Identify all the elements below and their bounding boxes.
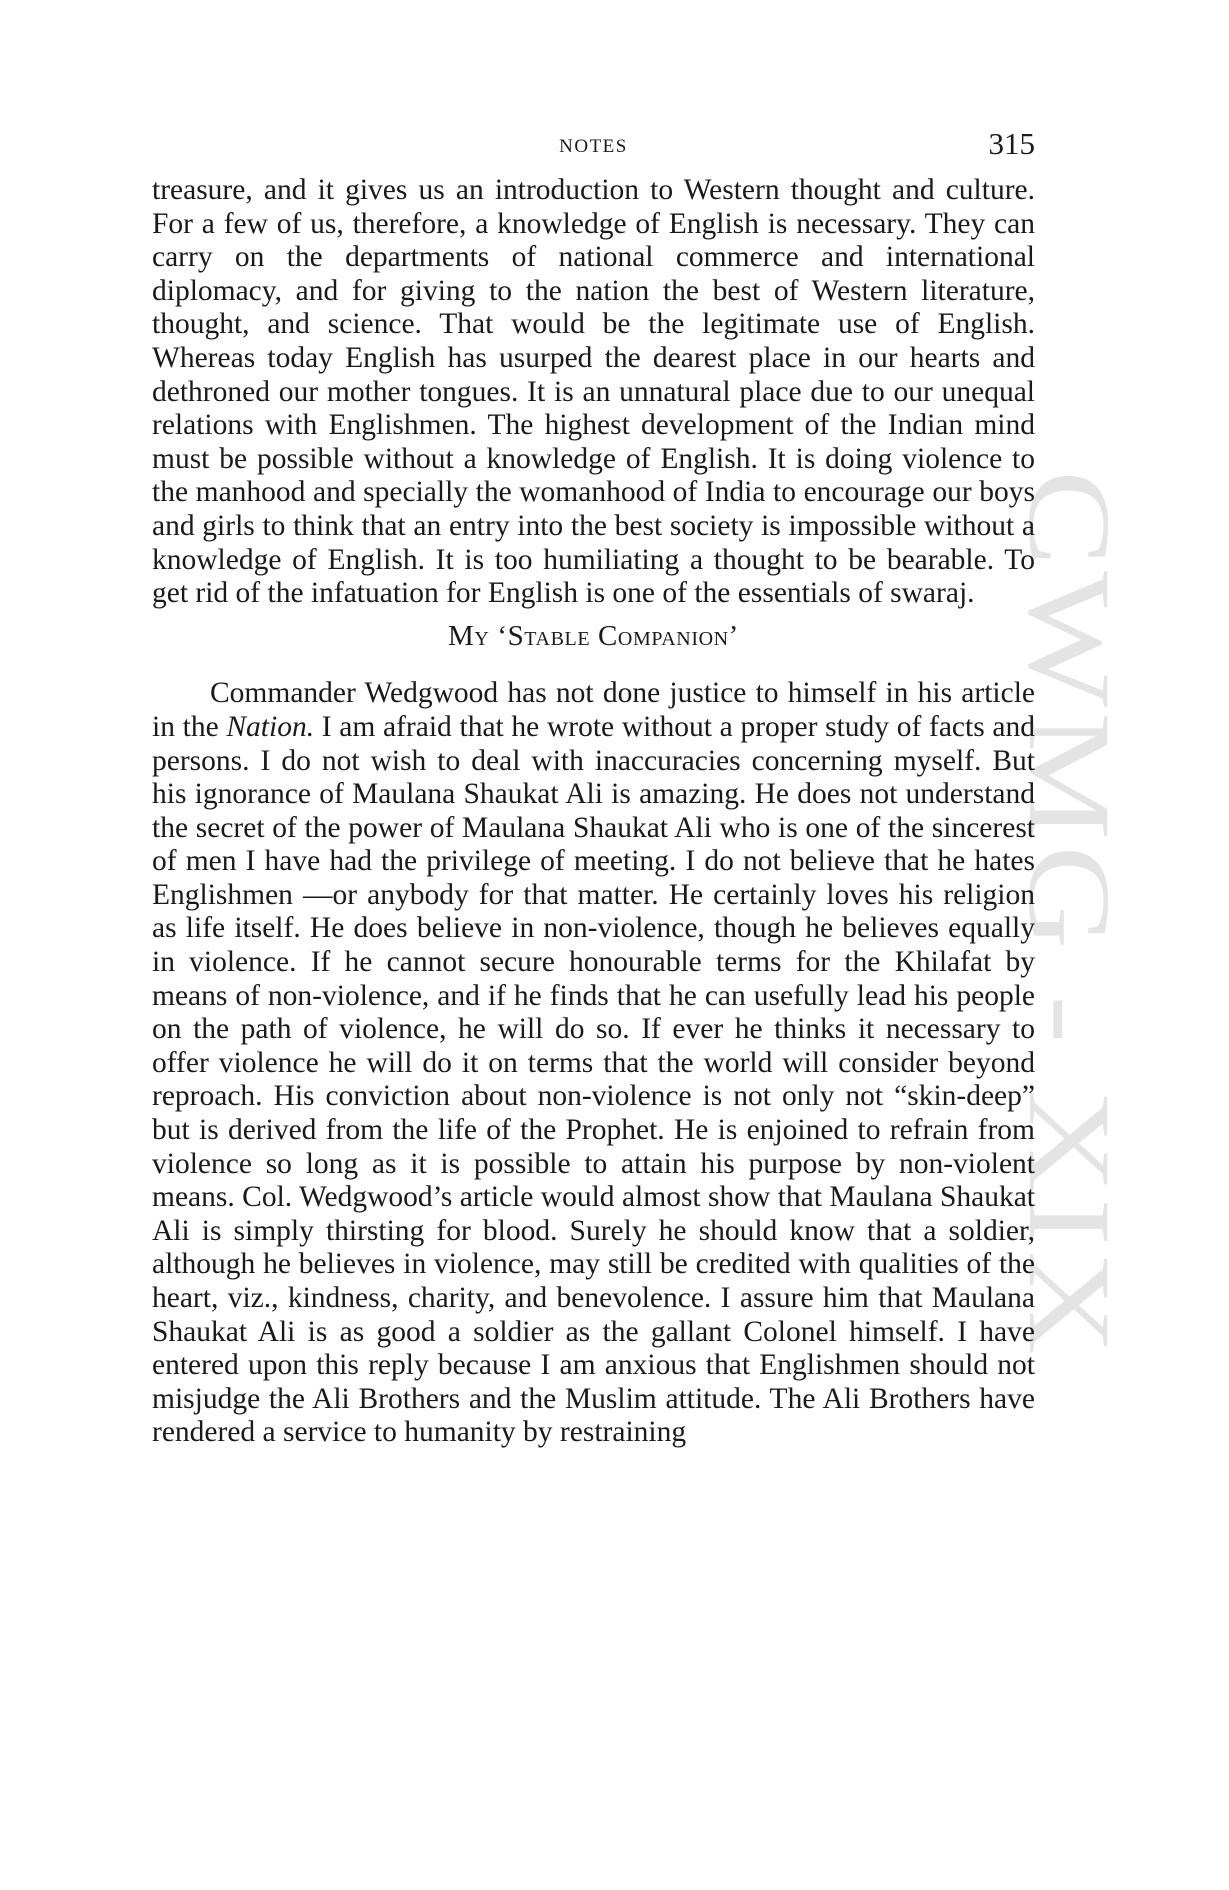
running-head — [152, 126, 1035, 160]
page-number: 315 — [988, 126, 1035, 161]
body-text — [152, 174, 1035, 1450]
italic-title-nation: Nation. — [226, 710, 315, 743]
paragraph-stable-companion — [152, 677, 1035, 1450]
watermark-text: CWMG - XIX — [1004, 470, 1135, 1199]
section-heading: My ‘Stable Companion’ — [448, 619, 739, 652]
running-head-title: NOTES — [559, 136, 628, 157]
paragraph-text-start: Commander Wedgwood has not done justice to himself in his article in the — [152, 677, 1035, 743]
page — [152, 126, 1035, 1450]
paragraph-continued: treasure, and it gives us an introduction to Western thought and culture. For a few of us, therefore, a knowledge of English is necessary. They can carry on the departments of national commerce and international diplomacy, and for giving to the nation the best of Western literature, thought, and science. That would be the legitimate use of English. Whereas today English has usurped the dearest place in our hearts and dethroned our mother tongues. It is an unnatural place due to our unequal relations with Englishmen. The highest development of the Indian mind must be possible without a knowledge of English. It is doing violence to the manhood and specially the womanhood of India to encourage our boys and girls to think that an entry into the best society is impossible without a knowledge of English. It is too humiliating a thought to be bearable. To get rid of the infatuation for English is one of the essentials of swaraj. — [152, 174, 1035, 610]
paragraph-text-rest: I am afraid that he wrote without a proper study of facts and persons. I do not wish to deal with inaccuracies concerning myself. But his ignorance of Maulana Shaukat Ali is amazing. He does not understand the secret of the power of Maulana Shaukat Ali who is one of the sincerest of men I have had the privilege of meeting. I do not believe that he hates Englishmen —or anybody for that matter. He certainly loves his religion as life itself. He does believe in non-violence, though he believes equally in violence. If he cannot secure honourable terms for the Khilafat by means of non-violence, and if he finds that he can usefully lead his people on the path of violence, he will do so. If ever he thinks it necessary to offer violence he will do it on terms that the world will consider beyond reproach. His conviction about non-violence is not only not “skin-deep” but is derived from the life of the Prophet. He is enjoined to refrain from violence so long as it is possible to attain his purpose by non-violent means. Col. Wedgwood’s article would almost show that Maulana Shaukat Ali is simply thirsting for blood. Surely he should know that a soldier, although he believes in violence, may still be credited with qualities of the heart, viz., kindness, charity, and benevolence. I assure him that Maulana Shaukat Ali is as good a soldier as the gallant Colonel himself. I have entered upon this reply because I am anxious that Englishmen should not misjudge the Ali Brothers and the Muslim attitude. The Ali Brothers have rendered a service to humanity by restraining — [152, 710, 1035, 1449]
